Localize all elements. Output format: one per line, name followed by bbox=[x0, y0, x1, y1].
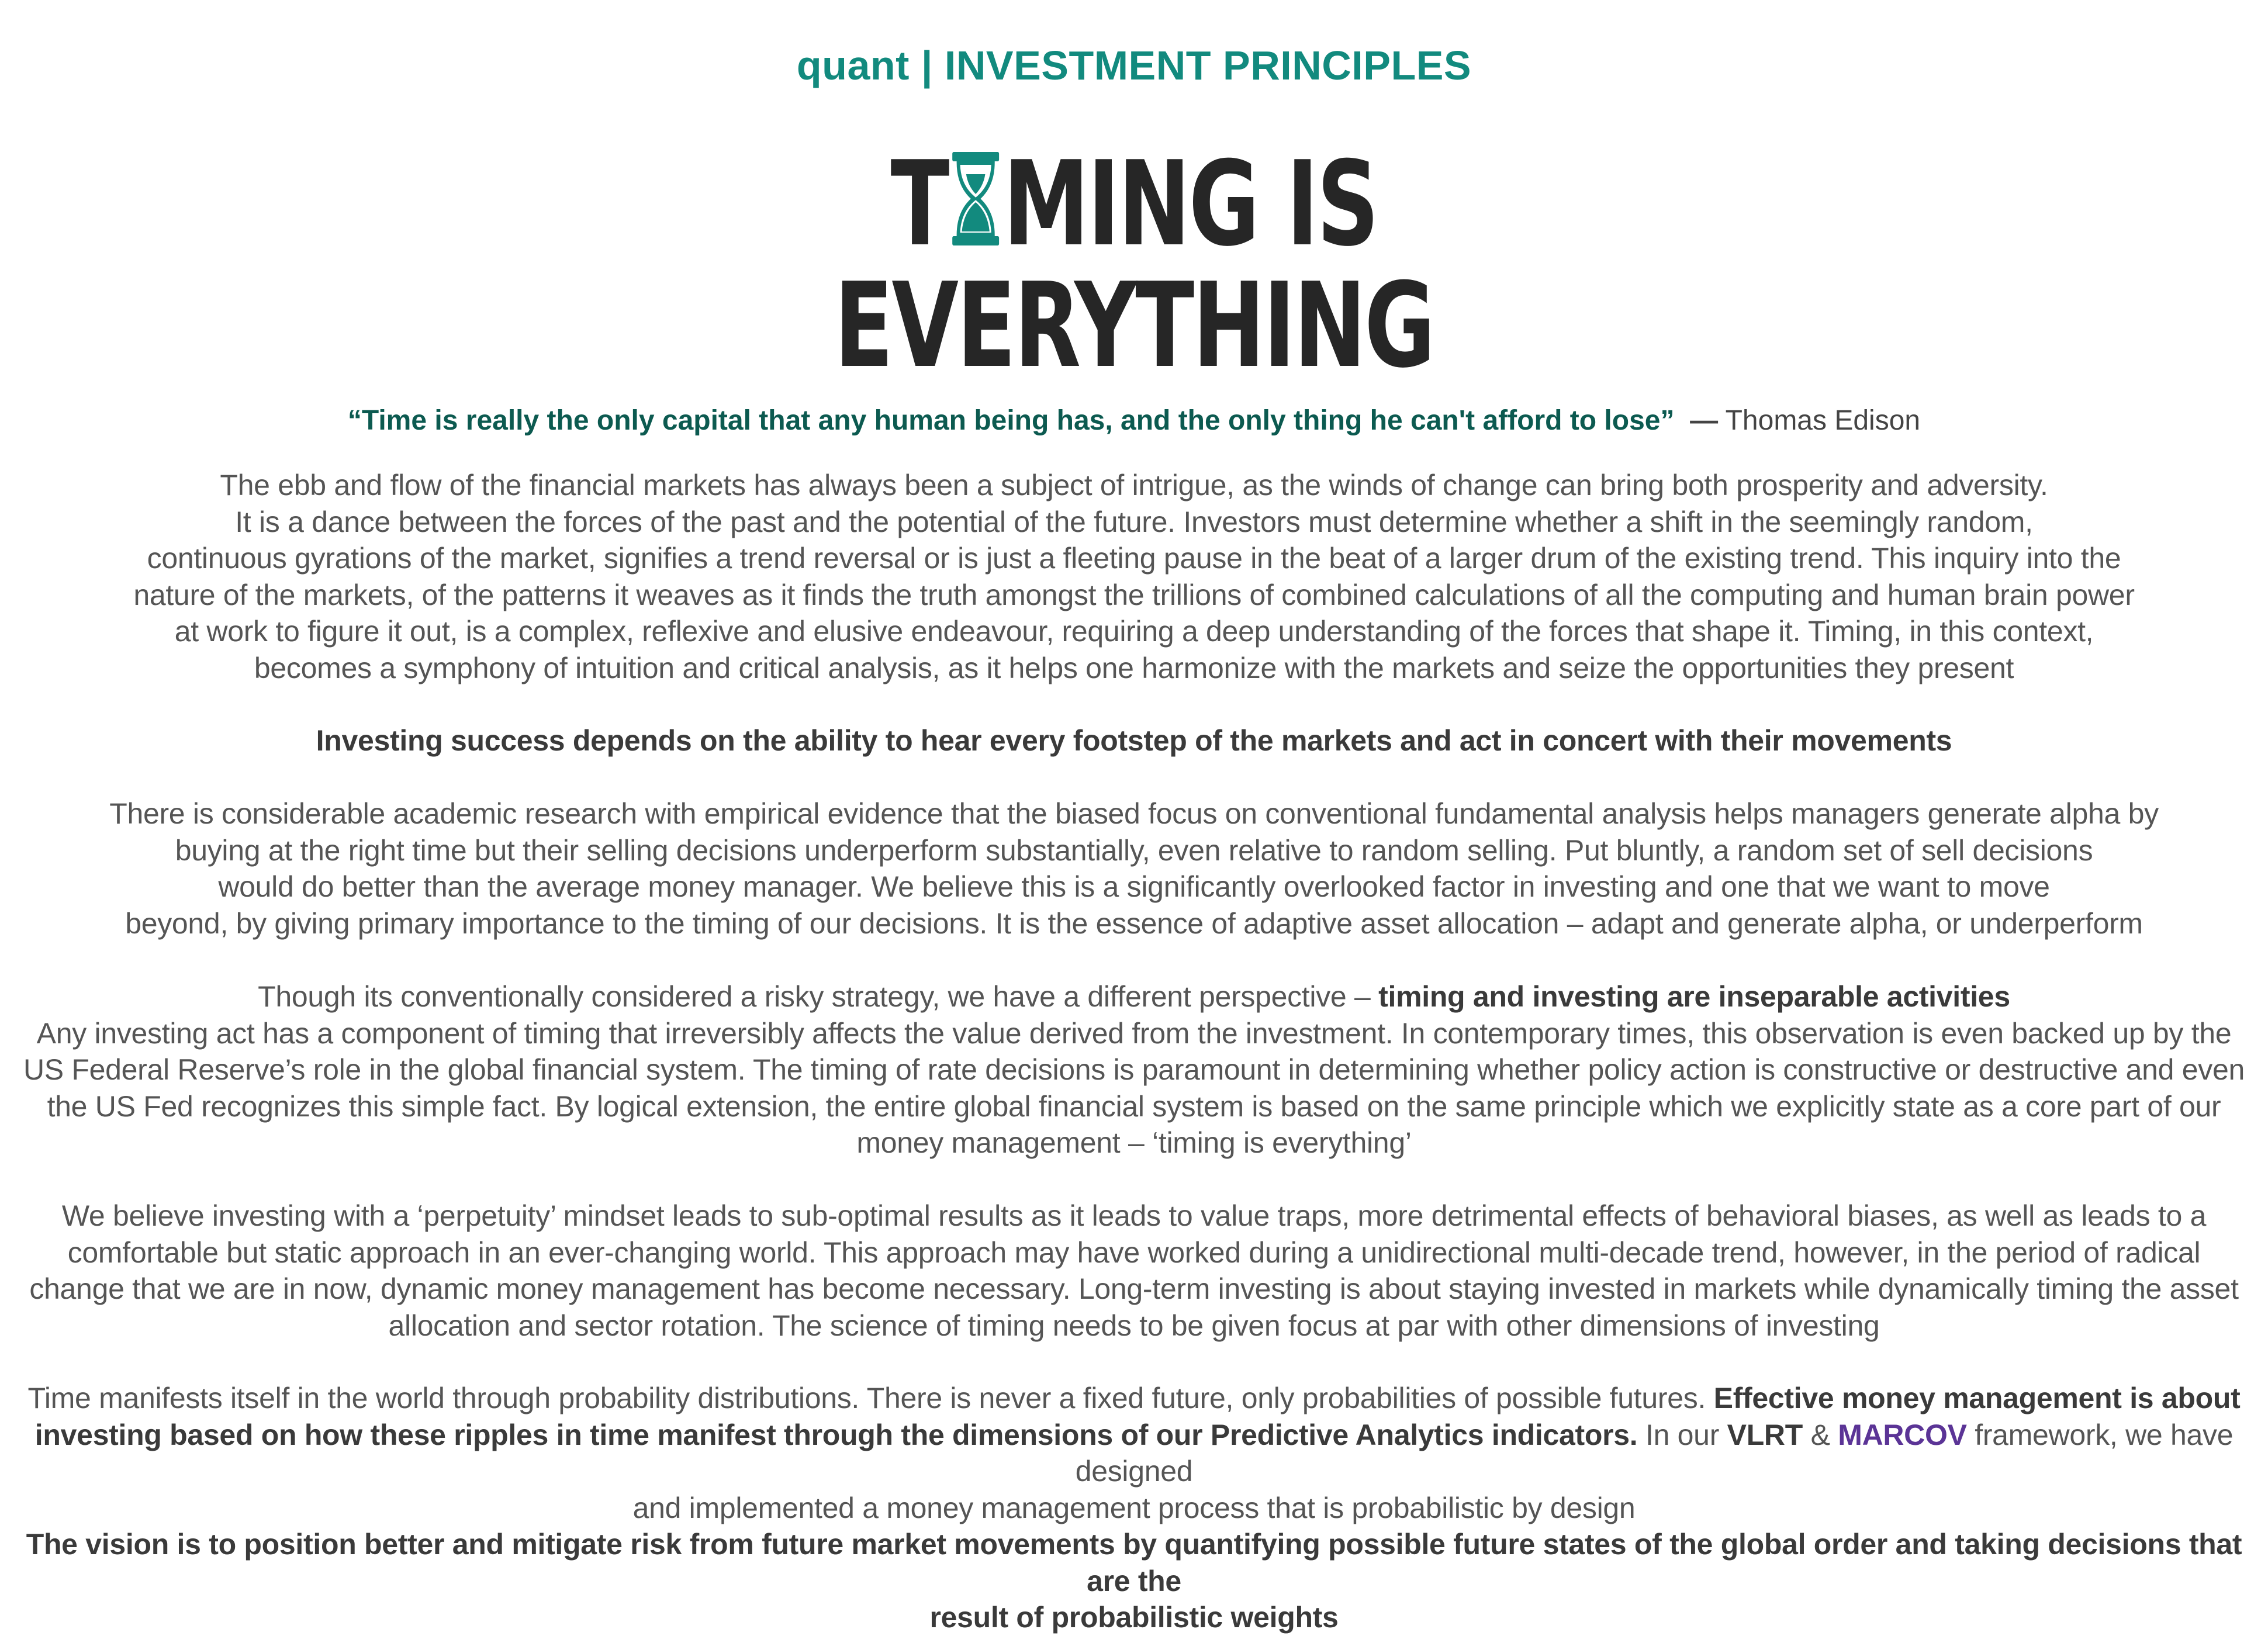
hero-title-line-1 bbox=[295, 136, 1973, 272]
paragraph-academic-research bbox=[12, 795, 2256, 942]
p6-line1-bold: Effective money management is about bbox=[1713, 1382, 2241, 1414]
p6-line2-bold: investing based on how these ripples in time manifest through the dimensions of our Predictive Analytics indicators. bbox=[34, 1418, 1638, 1451]
edison-quote bbox=[0, 403, 2268, 438]
text-line: It is a dance between the forces of the past and the potential of the future. Investors must determine whether a shift in the seemingly random, bbox=[235, 505, 2033, 538]
text-line: There is considerable academic research with empirical evidence that the biased focus on conventional fundamental analysis helps managers generate alpha by bbox=[109, 797, 2159, 830]
quote-text: “Time is really the only capital that any human being has, and the only thing he can't afford to lose” bbox=[347, 405, 1675, 436]
quote-author: Thomas Edison bbox=[1725, 405, 1921, 436]
text-line bbox=[12, 1380, 2256, 1417]
text-line: buying at the right time but their selling decisions underperform substantially, even relative to random selling. Put bluntly, a random set of sell decisions bbox=[175, 833, 2093, 867]
hero-title-prefix: T bbox=[890, 136, 948, 272]
paragraph-vision bbox=[12, 1526, 2256, 1636]
text-line: allocation and sector rotation. The science of timing needs to be given focus at par with other dimensions of investing bbox=[388, 1309, 1880, 1342]
p4-intro: Though its conventionally considered a risky strategy, we have a different perspective – bbox=[258, 980, 1379, 1013]
text-line bbox=[12, 1417, 2256, 1490]
page-header: quant | INVESTMENT PRINCIPLES bbox=[796, 43, 1472, 88]
quote-dash: — bbox=[1690, 405, 1719, 436]
text-line: continuous gyrations of the market, signifies a trend reversal or is just a fleeting pause in the beat of a larger drum of the existing trend. This inquiry into the bbox=[147, 542, 2121, 575]
text-line: change that we are in now, dynamic money management has become necessary. Long-term investing is about staying invested in markets while dynamically timing the asset bbox=[29, 1272, 2239, 1305]
text-line: result of probabilistic weights bbox=[929, 1601, 1339, 1634]
paragraph-market-intrigue bbox=[12, 467, 2256, 686]
text-line: The vision is to position better and mitigate risk from future market movements by quantifying possible future states of the global order and taking decisions that are the bbox=[26, 1528, 2242, 1597]
text-line: money management – ‘timing is everything’ bbox=[856, 1126, 1412, 1159]
vlrt-label: VLRT bbox=[1727, 1418, 1803, 1451]
paragraph-probability bbox=[12, 1380, 2256, 1526]
text-line: comfortable but static approach in an ever-changing world. This approach may have worked during a unidirectional multi-decade trend, however, in the period of radical bbox=[67, 1236, 2201, 1269]
text-line bbox=[12, 978, 2256, 1015]
text-line: The ebb and flow of the financial markets has always been a subject of intrigue, as the winds of change can bring both prosperity and adversity. bbox=[220, 469, 2048, 501]
paragraph-investing-success: Investing success depends on the ability to hear every footstep of the markets and act in concert with their movements bbox=[316, 724, 1952, 757]
text-line: would do better than the average money manager. We believe this is a significantly overlooked factor in investing and one that we want to move bbox=[218, 870, 2050, 903]
ampersand: & bbox=[1802, 1418, 1838, 1451]
text-line: nature of the markets, of the patterns it weaves as it finds the truth amongst the trillions of combined calculations of all the computing and human brain power bbox=[133, 578, 2135, 611]
text-line: Any investing act has a component of timing that irreversibly affects the value derived from the investment. In contemporary times, this observation is even backed up by the bbox=[36, 1016, 2232, 1050]
text-line: US Federal Reserve’s role in the global financial system. The timing of rate decisions is paramount in determining whether policy action is constructive or destructive and even bbox=[23, 1053, 2245, 1086]
p6-line2-plain-b: framework, we have designed bbox=[1075, 1418, 2234, 1488]
marcov-label: MARCOV bbox=[1838, 1418, 1967, 1451]
text-line: and implemented a money management process that is probabilistic by design bbox=[632, 1491, 1636, 1524]
text-line: We believe investing with a ‘perpetuity’ mindset leads to sub-optimal results as it leads to value traps, more detrimental effects of behavioral biases, as well as leads to a bbox=[61, 1199, 2207, 1232]
text-line: the US Fed recognizes this simple fact. By logical extension, the entire global financial system is based on the same principle which we explicitly state as a core part of our bbox=[47, 1089, 2221, 1123]
p6-line1-plain: Time manifests itself in the world through probability distributions. There is never a fixed future, only probabilities of possible futures. bbox=[27, 1382, 1714, 1414]
p4-bold-statement: timing and investing are inseparable activities bbox=[1378, 980, 2010, 1013]
text-line: becomes a symphony of intuition and critical analysis, as it helps one harmonize with the markets and seize the opportunities they present bbox=[254, 651, 2014, 684]
hero-title bbox=[0, 136, 2268, 394]
hero-title-suffix: MING IS bbox=[1003, 136, 1378, 272]
hourglass-icon bbox=[950, 150, 1002, 248]
p6-line2-plain-a: In our bbox=[1637, 1418, 1727, 1451]
paragraph-perpetuity-mindset bbox=[12, 1198, 2256, 1344]
text-line: at work to figure it out, is a complex, reflexive and elusive endeavour, requiring a deep understanding of the forces that shape it. Timing, in this context, bbox=[174, 615, 2094, 648]
text-line: beyond, by giving primary importance to the timing of our decisions. It is the essence of adaptive asset allocation – adapt and generate alpha, or underperform bbox=[125, 907, 2143, 940]
paragraph-timing-investing bbox=[12, 978, 2256, 1161]
hero-title-line-2: EVERYTHING bbox=[834, 258, 1434, 394]
